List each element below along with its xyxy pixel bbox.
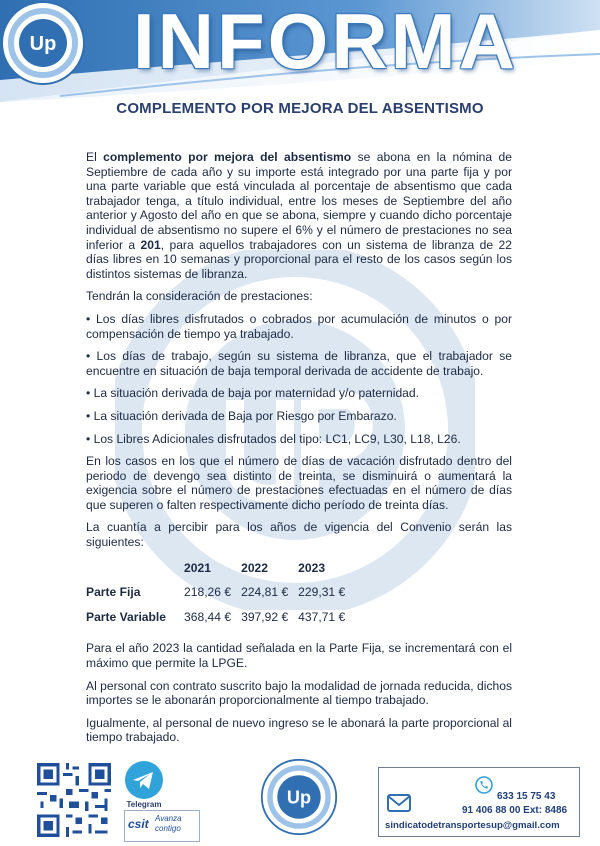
new-staff-paragraph: Igualmente, al personal de nuevo ingreso se le abonará la parte proporcional al tiempo trabajado. <box>86 715 512 745</box>
bullet-item: • La situación derivada de baja por maternidad y/o paternidad. <box>86 386 419 401</box>
document-body <box>86 150 512 753</box>
amount-cell: 224,81 € <box>241 585 289 600</box>
phone-landline[interactable]: 91 406 88 00 Ext: 8486 <box>462 805 568 816</box>
reduced-hours-paragraph: Al personal con contrato suscrito bajo la modalidad de jornada reducida, dichos importes se le abonarán proporcionalmente al tiempo trabajado. <box>86 678 512 708</box>
amount-cell: 437,71 € <box>298 609 346 624</box>
table-header-row <box>86 558 355 583</box>
csit-brand: csit <box>128 817 149 831</box>
document-title: COMPLEMENTO POR MEJORA DEL ABSENTISMO <box>116 100 484 117</box>
telegram-label: Telegram <box>126 800 162 809</box>
amounts-table <box>86 558 355 632</box>
amount-cell: 368,44 € <box>184 609 232 624</box>
table-row <box>86 582 355 607</box>
bullet-item: • Los días de trabajo, según su sistema de libranza, que el trabajador se encuentre en situación de baja temporal derivada de accidente de trabajo. <box>86 349 512 378</box>
lpge-paragraph: Para el año 2023 la cantidad señalada en la Parte Fija, se incrementará con el máximo que permite la LPGE. <box>86 641 512 671</box>
phone-icon <box>475 776 493 794</box>
amount-cell: 218,26 € <box>184 585 232 600</box>
prestaciones-intro: Tendrán la consideración de prestaciones: <box>86 289 313 304</box>
intro-paragraph: El complemento por mejora del absentismo se abona en la nómina de Septiembre de cada año y su importe está integrado por una parte fija y por una parte variable que está vinculada al porcentaje de absentismo que cada trabajador tenga, a título individual, entre los meses de Septiembre del año anterior y Agosto del año en que se abona, siempre y cuando dicho porcentaje individual de absentismo no supere el 6% y el número de prestaciones no sea inferior a 201, para aquellos trabajadores con un sistema de libranza de 22 días libres en 10 semanas y proporcional para el resto de los casos según los distintos sistemas de libranza. <box>86 150 512 281</box>
bullet-item: • Los días libres disfrutados o cobrados por acumulación de minutos o por compensación de tiempo ya trabajado. <box>86 311 512 341</box>
csit-tagline: Avanza contigo <box>155 814 182 833</box>
up-logo-bottom-icon <box>260 758 338 836</box>
year-header: 2023 <box>298 560 326 575</box>
vacation-paragraph: En los casos en los que el número de días de vacación disfrutado dentro del periodo de devengo sea distinto de treinta, se disminuirá o aumentará la exigencia sobre el número de prestaciones efectuadas en el número de días que superen o falten respectivamente dicho período de treinta días. <box>86 454 512 512</box>
masthead-title: INFORMA <box>133 0 518 85</box>
bullet-item: • Los Libres Adicionales disfrutados del tipo: LC1, LC9, L30, L18, L26. <box>86 431 461 446</box>
logo-letters: Up <box>286 787 312 808</box>
contact-box <box>378 767 580 837</box>
year-header: 2022 <box>241 560 268 575</box>
header-banner <box>0 0 600 102</box>
table-row <box>86 607 355 632</box>
logo-letters: Up <box>29 33 57 55</box>
bullet-item: • La situación derivada de Baja por Riesgo por Embarazo. <box>86 408 397 423</box>
csit-logo <box>124 810 200 842</box>
row-label: Parte Variable <box>86 609 167 624</box>
highlight-number: 201 <box>140 237 161 252</box>
phone-mobile[interactable]: 633 15 75 43 <box>497 791 556 802</box>
year-header: 2021 <box>184 560 211 575</box>
telegram-icon[interactable] <box>124 760 164 800</box>
amounts-intro: La cuantía a percibir para los años de vigencia del Convenio serán las siguientes: <box>86 520 512 550</box>
mail-icon <box>387 794 411 812</box>
highlight-term: complemento por mejora del absentismo <box>103 150 352 164</box>
amount-cell: 229,31 € <box>298 585 346 600</box>
amount-cell: 397,92 € <box>241 609 289 624</box>
up-logo-icon <box>0 0 86 86</box>
row-label: Parte Fija <box>86 585 141 600</box>
email-link[interactable]: sindicatodetransportesup@gmail.com <box>385 820 560 831</box>
qr-code-icon[interactable] <box>34 760 114 840</box>
